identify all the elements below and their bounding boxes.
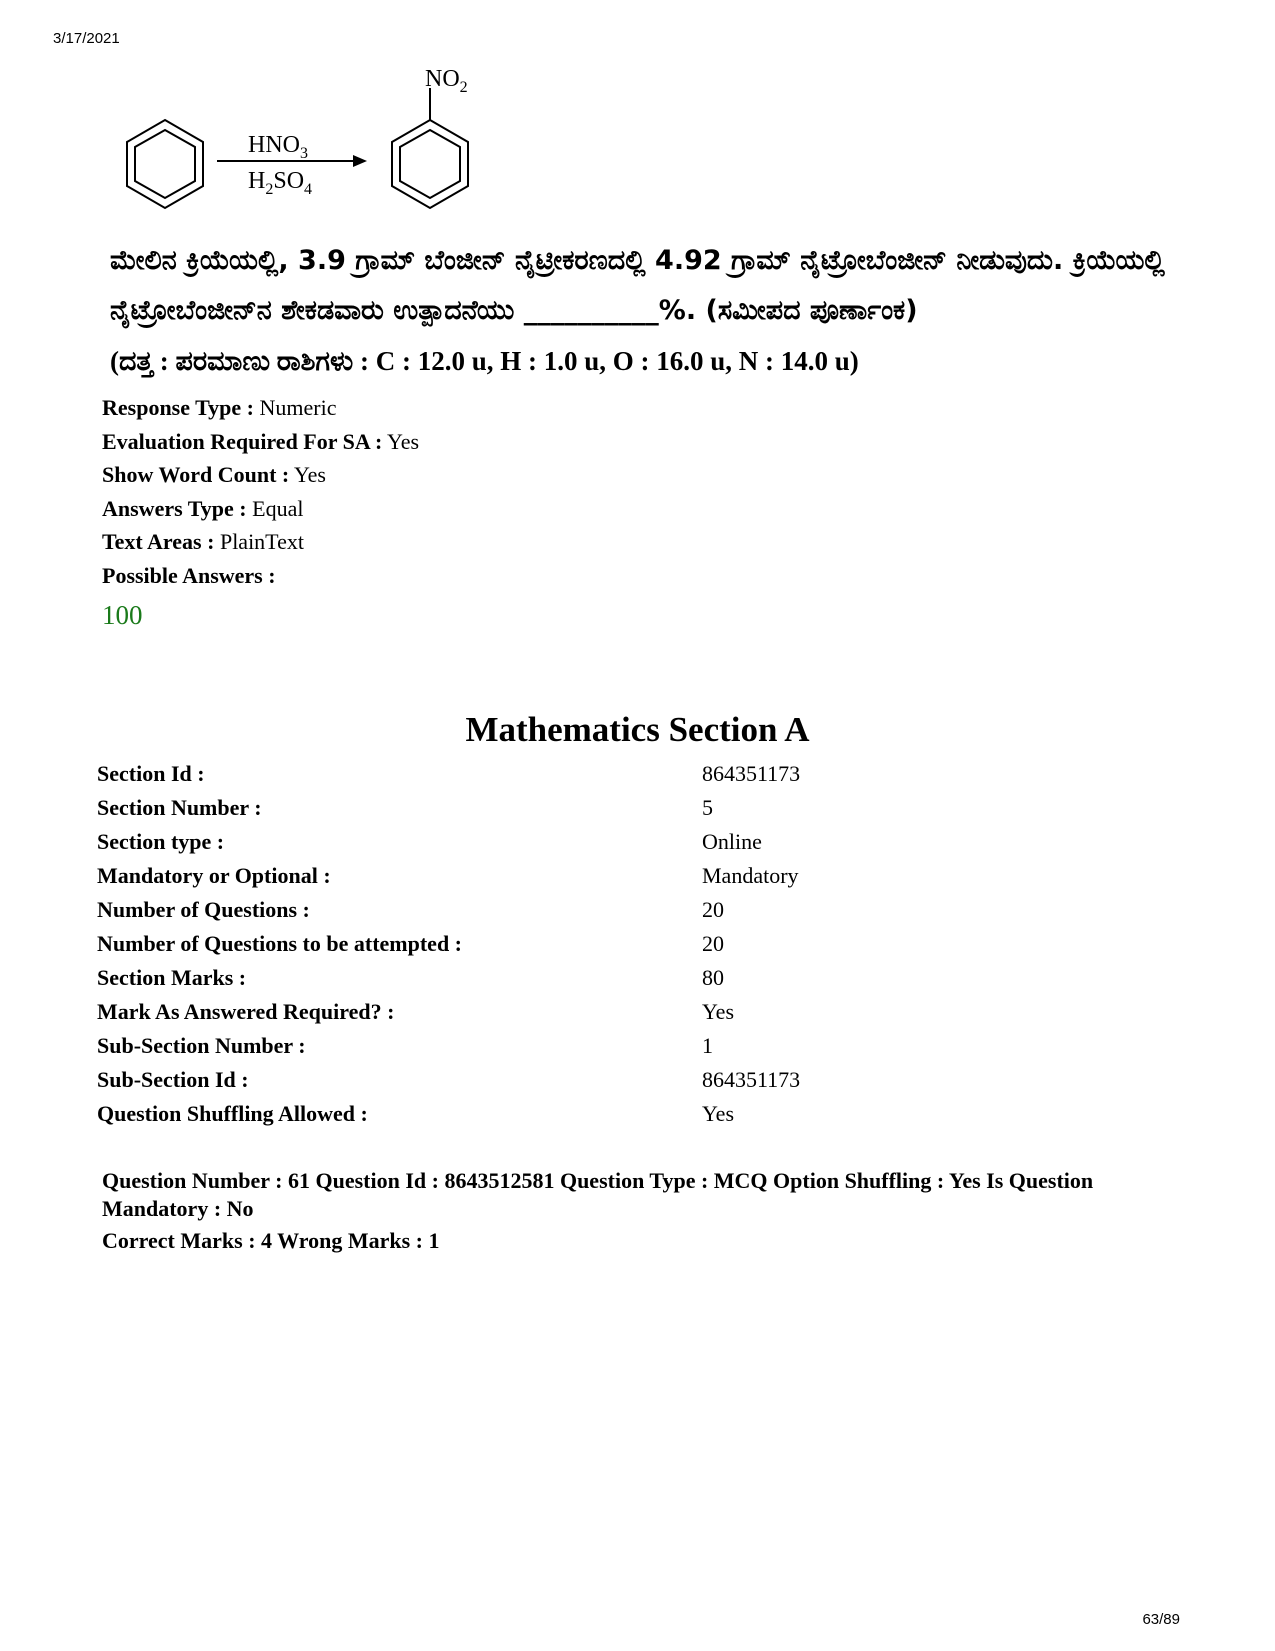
question-text — [110, 236, 1190, 386]
question-marks: Correct Marks : 4 Wrong Marks : 1 — [102, 1228, 440, 1253]
meta-row: Answers Type : Equal — [102, 495, 304, 521]
response-meta — [102, 391, 419, 593]
possible-answer: 100 — [102, 600, 143, 630]
table-row: Number of Questions to be attempted : 20 — [97, 931, 724, 956]
page-number: 63/89 — [1142, 1611, 1180, 1628]
reagent-bottom: $H_2SO_4$ — [248, 168, 313, 198]
table-row: Section Marks : 80 — [97, 965, 724, 990]
meta-row: Response Type : Numeric — [102, 395, 337, 420]
table-row: Number of Questions : 20 — [97, 897, 724, 922]
meta-row: Possible Answers : — [102, 562, 276, 588]
nitration-reaction-diagram — [115, 60, 515, 220]
table-row: Section Number : 5 — [97, 795, 713, 820]
table-row: Section type : Online — [97, 829, 762, 854]
table-row: Mark As Answered Required? : Yes — [97, 999, 735, 1024]
meta-row: Text Areas : PlainText — [102, 529, 304, 555]
question-line-3: (ದತ್ತ : ಪರಮಾಣು ರಾಶಿಗಳು : C : 12.0 u, H : 1.0 u, O : 16.0 u, N : 14.0 u) — [110, 346, 859, 376]
arrow-head — [353, 155, 367, 167]
question-info: Question Number : 61 Question Id : 8643512581 Question Type : MCQ Option Shuffling : Yes Is Question Mandatory : No — [102, 1168, 1094, 1221]
question-line-2: ನೈಟ್ರೋಬೆಂಜೀನ್‌ನ ಶೇಕಡವಾರು ಉತ್ಪಾದನೆಯು __________%. (ಸಮೀಪದ ಪೂರ್ಣಾಂಕ) — [110, 295, 918, 326]
table-row: Question Shuffling Allowed : Yes — [97, 1101, 735, 1126]
section-title: Mathematics Section A — [465, 710, 810, 749]
table-row: Sub-Section Number : 1 — [97, 1033, 713, 1058]
meta-row: Evaluation Required For SA : Yes — [102, 428, 420, 454]
reagent-top: $HNO_3$ — [248, 132, 308, 162]
table-row: Mandatory or Optional : Mandatory — [97, 863, 799, 888]
meta-row: Show Word Count : Yes — [102, 462, 326, 488]
section-info-table — [97, 757, 997, 1131]
table-row: Sub-Section Id : 864351173 — [97, 1067, 801, 1092]
question-line-1: ಮೇಲಿನ ಕ್ರಿಯೆಯಲ್ಲಿ, 3.9 ಗ್ರಾಮ್ ಬೆಂಜೀನ್ ನೈಟ್ರೀಕರಣದಲ್ಲಿ 4.92 ಗ್ರಾಮ್ ನೈಟ್ರೋಬೆಂಜೀನ್ ನೀಡುವುದು. ಕ್ರಿಯೆಯಲ್ಲಿ — [110, 245, 1165, 276]
nitrobenzene-ring — [392, 88, 468, 208]
benzene-ring — [127, 120, 203, 208]
table-row: Section Id : 864351173 — [97, 761, 801, 786]
nitro-group-label: $NO_2$ — [425, 66, 468, 96]
print-date: 3/17/2021 — [53, 30, 120, 47]
